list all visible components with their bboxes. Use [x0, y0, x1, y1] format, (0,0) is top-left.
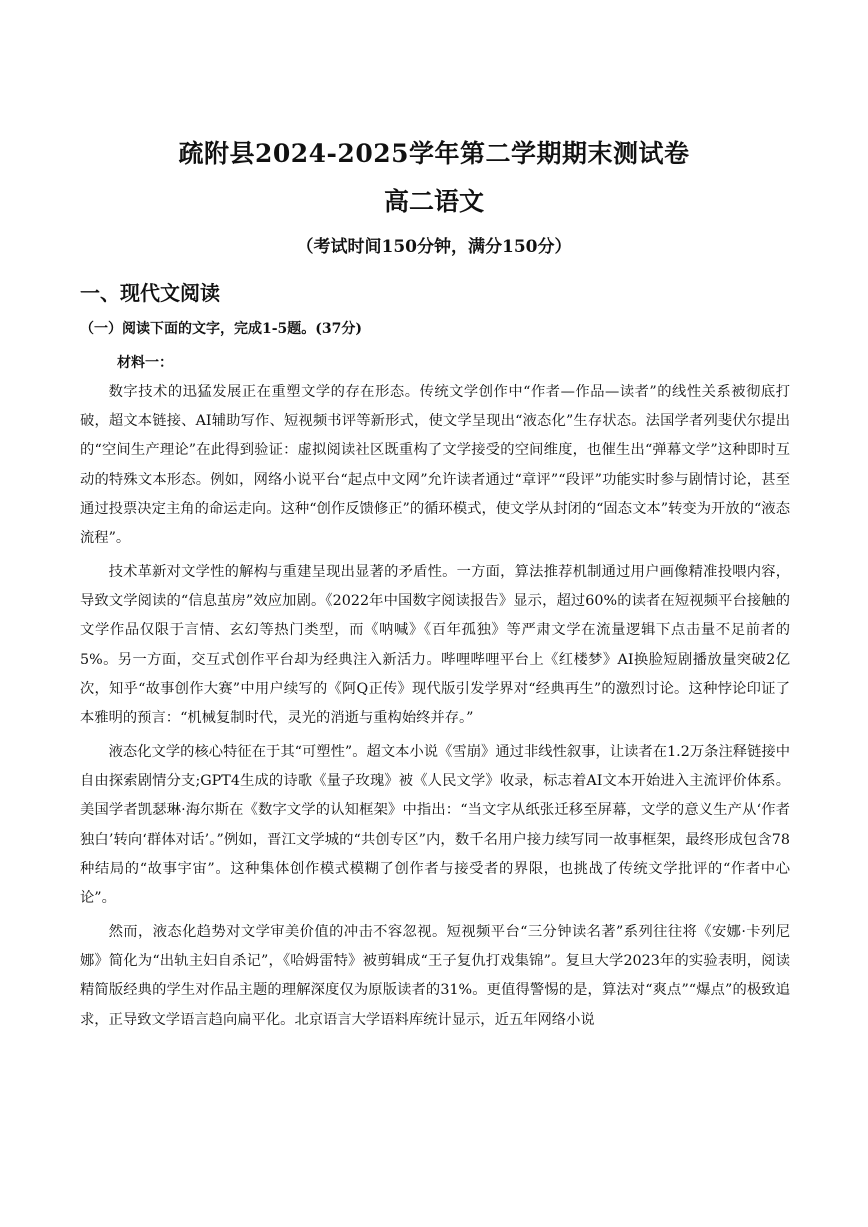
passage-paragraph: 然而，液态化趋势对文学审美价值的冲击不容忽视。短视频平台“三分钟读名著”系列往往将《安娜·卡列尼娜》简化为“出轨主妇自杀记”，《哈姆雷特》被剪辑成“王子复仇打戏集锦”。复旦大学2023年的实验表明，阅读精简版经典的学生对作品主题的理解深度仅为原版读者的31%。更值得警惕的是，算法对“爽点”“爆点”的极致追求，正导致文学语言趋向扁平化。北京语言大学语料库统计显示，近五年网络小说 — [80, 924, 790, 1028]
subsection-heading: （一）阅读下面的文字，完成1-5题。(37分) — [80, 321, 363, 337]
subject-title: 高二语文 — [383, 187, 484, 216]
section-heading: 一、现代文阅读 — [80, 281, 220, 305]
reading-passage — [80, 378, 790, 1040]
exam-info: （考试时间150分钟，满分150分） — [296, 237, 572, 257]
material-label: 材料一： — [117, 355, 173, 371]
passage-paragraph: 数字技术的迅猛发展正在重塑文学的存在形态。传统文学创作中“作者—作品—读者”的线性关系被彻底打破，超文本链接、AI辅助写作、短视频书评等新形式，使文学呈现出“液态化”生存状态。法国学者列斐伏尔提出的“空间生产理论”在此得到验证：虚拟阅读社区既重构了文学接受的空间维度，也催生出“弹幕文学”这种即时互动的特殊文本形态。例如，网络小说平台“起点中文网”允许读者通过“章评”“段评”功能实时参与剧情讨论，甚至通过投票决定主角的命运走向。这种“创作反馈修正”的循环模式，使文学从封闭的“固态文本”转变为开放的“液态流程”。 — [80, 384, 790, 547]
exam-title: 疏附县2024-2025学年第二学期期末测试卷 — [178, 139, 690, 168]
passage-paragraph: 技术革新对文学性的解构与重建呈现出显著的矛盾性。一方面，算法推荐机制通过用户画像精准投喂内容，导致文学阅读的“信息茧房”效应加剧。《2022年中国数字阅读报告》显示，超过60%的读者在短视频平台接触的文学作品仅限于言情、玄幻等热门类型，而《呐喊》《百年孤独》等严肃文学在流量逻辑下点击量不足前者的5%。另一方面，交互式创作平台却为经典注入新活力。哔哩哔哩平台上《红楼梦》AI换脸短剧播放量突破2亿次，知乎“故事创作大赛”中用户续写的《阿Q正传》现代版引发学界对“经典再生”的激烈讨论。这种悖论印证了本雅明的预言：“机械复制时代，灵光的消逝与重构始终并存。” — [80, 564, 790, 727]
passage-paragraph: 液态化文学的核心特征在于其“可塑性”。超文本小说《雪崩》通过非线性叙事，让读者在1.2万条注释链接中自由探索剧情分支;GPT4生成的诗歌《量子玫瑰》被《人民文学》收录，标志着AI文本开始进入主流评价体系。美国学者凯瑟琳·海尔斯在《数字文学的认知框架》中指出：“当文字从纸张迁移至屏幕，文学的意义生产从‘作者独白’转向‘群体对话’。”例如，晋江文学城的“共创专区”内，数千名用户接力续写同一故事框架，最终形成包含78种结局的“故事宇宙”。这种集体创作模式模糊了创作者与接受者的界限，也挑战了传统文学批评的“作者中心论”。 — [80, 744, 790, 907]
